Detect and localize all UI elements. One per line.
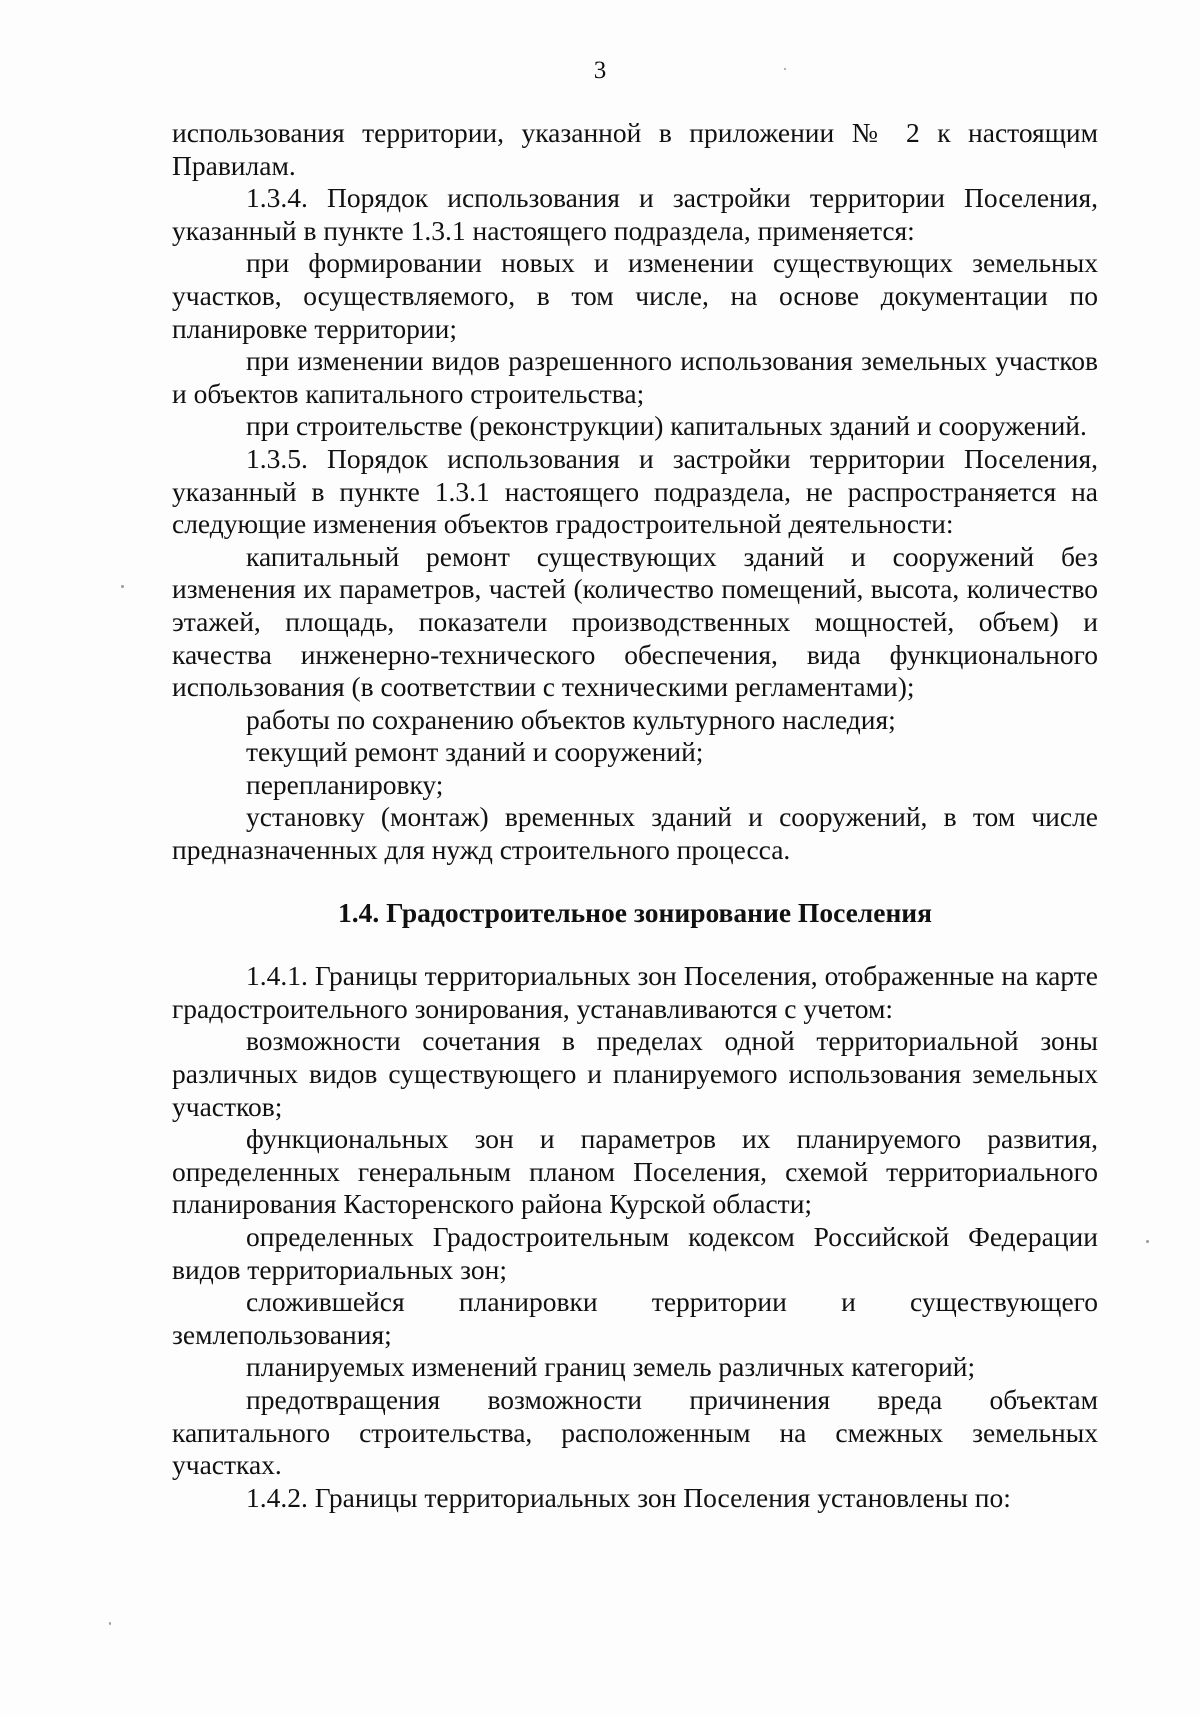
paragraph: использования территории, указанной в приложении № 2 к настоящим Правилам. <box>172 117 1098 181</box>
paragraph: 1.4.1. Границы территориальных зон Поселения, отображенные на карте градостроительного зонирования, устанавливаются с учетом: <box>172 960 1098 1024</box>
paragraph: при строительстве (реконструкции) капитальных зданий и сооружений. <box>246 410 1087 442</box>
paragraph: возможности сочетания в пределах одной территориальной зоны различных видов существующего и планируемого использования земельных участков; <box>172 1025 1098 1122</box>
paragraph: при изменении видов разрешенного использования земельных участков и объектов капитального строительства; <box>172 345 1098 409</box>
body-text <box>172 117 1098 1514</box>
paragraph: предотвращения возможности причинения вреда объектам капитального строительства, расположенным на смежных земельных участках. <box>172 1383 1098 1481</box>
paragraph: текущий ремонт зданий и сооружений; <box>246 736 704 768</box>
paragraph: определенных Градостроительным кодексом Российской Федерации видов территориальных зон; <box>172 1221 1098 1285</box>
scan-speck <box>1146 1240 1149 1243</box>
page-number: 3 <box>593 57 607 84</box>
scan-speck <box>121 585 124 588</box>
paragraph: работы по сохранению объектов культурного наследия; <box>246 703 896 735</box>
section-heading: 1.4. Градостроительное зонирование Поселения <box>337 896 933 928</box>
paragraph: установку (монтаж) временных зданий и сооружений, в том числе предназначенных для нужд строительного процесса. <box>172 801 1098 866</box>
paragraph: 1.4.2. Границы территориальных зон Поселения установлены по: <box>246 1481 1011 1513</box>
paragraph: планируемых изменений границ земель различных категорий; <box>246 1351 976 1383</box>
paragraph: 1.3.4. Порядок использования и застройки территории Поселения, указанный в пункте 1.3.1 настоящего подраздела, применяется: <box>172 182 1098 246</box>
paragraph: функциональных зон и параметров их планируемого развития, определенных генеральным планом Поселения, схемой территориального планирования Касторенского района Курской области; <box>172 1123 1098 1220</box>
paragraph: 1.3.5. Порядок использования и застройки территории Поселения, указанный в пункте 1.3.1 настоящего подраздела, не распространяется на следующие изменения объектов градостроительной деятельности: <box>172 442 1098 540</box>
paragraph: при формировании новых и изменении существующих земельных участков, осуществляемого, в том числе, на основе документации по планировке территории; <box>172 247 1098 344</box>
paragraph: сложившейся планировки территории и существующего землепользования; <box>172 1286 1098 1350</box>
paragraph: перепланировку; <box>246 768 444 800</box>
paragraph: капитальный ремонт существующих зданий и сооружений без изменения их параметров, частей (количество помещений, высота, количество этажей, площадь, показатели производственных мощностей, объем) и качества инженерно-технического обеспечения, вида функционального использования (в соответствии с техническими регламентами); <box>172 540 1098 703</box>
scan-speck <box>109 1622 111 1625</box>
